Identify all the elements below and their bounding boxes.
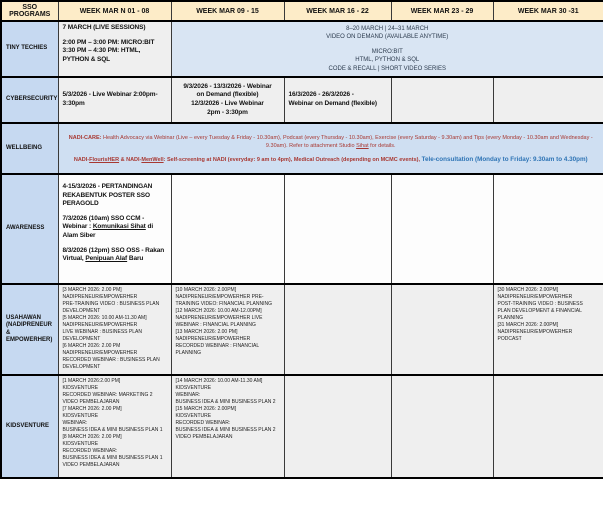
row-cybersecurity [1, 77, 603, 123]
cell-awareness-c4 [391, 174, 493, 284]
text-line: [31 MARCH 2026: 2.00PM] [497, 322, 559, 328]
text-segment: di Alam Siber [62, 223, 154, 239]
cell-awareness-c1 [58, 174, 171, 284]
text-line: RECORDED WEBINAR: [62, 448, 118, 454]
text-segment: 8/3/2026 (12pm) SSO OSS - Rakan Virtual, [62, 246, 165, 263]
cell-tiny-techies-c2 [171, 21, 603, 77]
text-line: BUSINESS IDEA & MINI BUSINESS PLAN 2 [175, 427, 276, 433]
row-kidsventure [1, 375, 603, 478]
text-line: 4-15/3/2026 - PERTANDINGAN REKABENTUK POSTER SSO PERAGOLD [62, 183, 153, 208]
cell-kidsventure-c3 [284, 375, 391, 478]
cell-usahawan-c4 [391, 284, 493, 375]
text-line: NADIPRENEUR/EMPOWERHER [62, 350, 138, 356]
cell-kidsventure-c2 [171, 375, 284, 478]
text-line: PODCAST [497, 336, 522, 342]
text-segment: for details. [368, 142, 396, 149]
text-segment: : Self-screening at NADI (everyday: 9 am to 4pm), Medical Outreach (depending on MCMC events), [163, 156, 422, 163]
header-week-1: WEEK MAR N 01 - 08 [58, 1, 171, 21]
text-line: [8 MARCH 2026: 2.00 PM] [62, 434, 122, 440]
text-segment: Health Advocacy via Webinar (Live – every Tuesday & Friday - 10.30am), Podcast (every Thursday - 10.30am), Exercise (every Saturday - 9.30am) and Tips (every Monday - 10.30am and Wednesday - 9.30am). Refer to attachment Studio [101, 134, 593, 149]
text-segment: NADI-CARE: [68, 134, 102, 141]
text-line: [13 MARCH 2026: 2.00 PM] [175, 329, 238, 335]
text-line: KIDSVENTURE [62, 441, 99, 447]
text-line: BUSINESS IDEA & MINI BUSINESS PLAN 1 [62, 455, 163, 461]
text-line: MICRO:BIT [371, 48, 403, 55]
text-line: PLAN DEVELOPMENT & FINANCIAL [497, 308, 582, 314]
text-line: 16/3/2026 - 26/3/2026 - [288, 91, 354, 99]
text-line: KIDSVENTURE [175, 413, 212, 419]
text-line: [3 MARCH 2026: 2.00 PM] [62, 287, 122, 293]
text-segment: Tele-consultation (Monday to Friday: 9.30am to 4.30pm) [421, 155, 588, 163]
inline-link[interactable]: Komunikasi Sihat [92, 223, 146, 231]
text-line [63, 247, 167, 264]
header-week-4: WEEK MAR 23 - 29 [391, 1, 493, 21]
text-line: NADIPRENEUR/EMPOWERHER [62, 294, 138, 300]
text-line: CODE & RECALL | SHORT VIDEO SERIES [328, 65, 446, 72]
text-line: Webinar on Demand (flexible) [288, 100, 377, 107]
text-line: WEBINAR: [62, 420, 88, 426]
inline-link[interactable]: FlourisHER [89, 156, 120, 163]
text-line: [12 MARCH 2026: 10.00 AM-12.00PM] [175, 308, 262, 314]
text-line: on Demand (flexible) [196, 91, 259, 99]
cell-cybersecurity-c4 [391, 77, 493, 123]
text-line: VIDEO PEMBELAJARAN [62, 462, 120, 468]
text-segment: 7/3/2026 (10am) SSO CCM - Webinar : [62, 214, 145, 231]
text-line: 8–20 MARCH | 24–31 MARCH [346, 25, 429, 32]
text-line: VIDEO PEMBELAJARAN [175, 434, 233, 440]
cell-cybersecurity-c5 [493, 77, 603, 123]
text-line: PRE-TRAINING VIDEO : BUSINESS PLAN [62, 301, 160, 307]
text-line [63, 215, 167, 241]
program-label-tiny-techies: TINY TECHIES [1, 21, 58, 77]
text-line: NADIPRENEUR/EMPOWERHER [62, 322, 138, 328]
inline-link[interactable]: Sihat [356, 142, 369, 149]
row-awareness [1, 174, 603, 284]
text-line: NADIPRENEUR/EMPOWERHER [497, 294, 573, 300]
cell-usahawan-c3 [284, 284, 391, 375]
header-week-2: WEEK MAR 09 - 15 [171, 1, 284, 21]
program-label-kidsventure: KIDSVENTURE [1, 375, 58, 478]
text-line: TRAINING VIDEO: FINANCIAL PLANNING [175, 301, 272, 307]
text-line: NADIPRENEUR/EMPOWERHER [497, 329, 573, 335]
cell-cybersecurity-c1 [58, 77, 171, 123]
cell-kidsventure-c1 [58, 375, 171, 478]
cell-kidsventure-c4 [391, 375, 493, 478]
text-line [63, 156, 600, 164]
text-line: NADIPRENEUR/EMPOWERHER LIVE [175, 315, 263, 321]
cell-usahawan-c2 [171, 284, 284, 375]
text-line: BUSINESS IDEA & MINI BUSINESS PLAN 1 [62, 427, 163, 433]
cell-usahawan-c5 [493, 284, 603, 375]
text-line: 2pm - 3:30pm [207, 108, 248, 116]
program-label-wellbeing: WELLBEING [1, 123, 58, 174]
cell-wellbeing-c1 [58, 123, 603, 174]
text-segment: & NADI- [119, 156, 142, 163]
text-line: [15 MARCH 2026: 2.00PM] [175, 406, 237, 412]
text-segment: Baru [127, 255, 144, 263]
text-line: PLANNING [175, 350, 202, 356]
text-line: 2:00 PM – 3:00 PM: MICRO:BIT [62, 38, 155, 46]
text-line [63, 134, 600, 150]
row-usahawan [1, 284, 603, 375]
program-label-awareness: AWARENESS [1, 174, 58, 284]
text-segment: NADI- [73, 156, 90, 163]
text-line: LIVE WEBINAR : BUSINESS PLAN [62, 329, 142, 335]
inline-link[interactable]: MenWell [141, 156, 164, 163]
text-line: DEVELOPMENT [62, 308, 101, 314]
header-week-3: WEEK MAR 16 - 22 [284, 1, 391, 21]
text-line: PLANNING [497, 315, 524, 321]
cell-usahawan-c1 [58, 284, 171, 375]
text-line: [6 MARCH 2026: 2.00 PM [62, 343, 121, 349]
text-line: RECORDED WEBINAR : FINANCIAL [175, 343, 260, 349]
text-line: [30 MARCH 2026: 2.00PM] [497, 287, 559, 293]
text-line: RECORDED WEBINAR: [175, 420, 231, 426]
text-line: BUSINESS IDEA & MINI BUSINESS PLAN 2 [175, 399, 276, 405]
text-line: [14 MARCH 2026: 10.00 AM-11.30 AM] [175, 378, 263, 384]
text-line: VIDEO PEMBELAJARAN [62, 399, 120, 405]
text-line: NADIPRENEUR/EMPOWERHER [175, 336, 251, 342]
header-programs: SSO PROGRAMS [1, 1, 58, 21]
header-row [1, 1, 603, 21]
text-line: DEVELOPMENT [62, 364, 101, 370]
text-line: NADIPRENEUR/EMPOWERHER PRE- [175, 294, 264, 300]
cell-kidsventure-c5 [493, 375, 603, 478]
text-line: VIDEO ON DEMAND (AVAILABLE ANYTIME) [326, 34, 449, 41]
text-line: [1 MARCH 2026:2.00 PM] [62, 378, 121, 384]
inline-link[interactable]: Penipuan Alaf [85, 255, 128, 263]
text-line: KIDSVENTURE [62, 385, 99, 391]
text-line: [7 MARCH 2026: 2.00 PM] [62, 406, 122, 412]
program-label-cybersecurity: CYBERSECURITY [1, 77, 58, 123]
text-line: [10 MARCH 2026: 2.00PM] [175, 287, 237, 293]
text-line: DEVELOPMENT [62, 336, 101, 342]
cell-awareness-c2 [171, 174, 284, 284]
text-line: KIDSVENTURE [175, 385, 212, 391]
text-line: POST-TRAINING VIDEO : BUSINESS [497, 301, 583, 307]
row-wellbeing [1, 123, 603, 174]
text-line: WEBINAR: [175, 392, 201, 398]
cell-tiny-techies-c1 [58, 21, 171, 77]
text-line: 3:30 PM – 4:30 PM: HTML, PYTHON & SQL [62, 47, 141, 63]
row-tiny-techies [1, 21, 603, 77]
header-week-5: WEEK MAR 30 -31 [493, 1, 603, 21]
text-line: WEBINAR : FINANCIAL PLANNING [175, 322, 256, 328]
text-line: RECORDED WEBINAR : BUSINESS PLAN [62, 357, 160, 363]
text-line: HTML, PYTHON & SQL [355, 57, 420, 64]
text-line: 12/3/2026 - Live Webinar [191, 100, 264, 107]
cell-awareness-c5 [493, 174, 603, 284]
text-line: RECORDED WEBINAR: MARKETING 2 [62, 392, 153, 398]
text-line: KIDSVENTURE [62, 413, 99, 419]
cell-cybersecurity-c2 [171, 77, 284, 123]
cell-cybersecurity-c3 [284, 77, 391, 123]
text-line: 9/3/2026 - 13/3/2026 - Webinar [183, 82, 272, 90]
text-line: [5 MARCH 2026: 10.00 AM-11.30 AM] [62, 315, 147, 321]
text-line: 5/3/2026 - Live Webinar 2:00pm-3:30pm [62, 91, 158, 107]
cell-awareness-c3 [284, 174, 391, 284]
text-line: 7 MARCH (LIVE SESSIONS) [62, 24, 146, 31]
program-label-usahawan: USAHAWAN (NADIPRENEUR & EMPOWERHER) [1, 284, 58, 375]
